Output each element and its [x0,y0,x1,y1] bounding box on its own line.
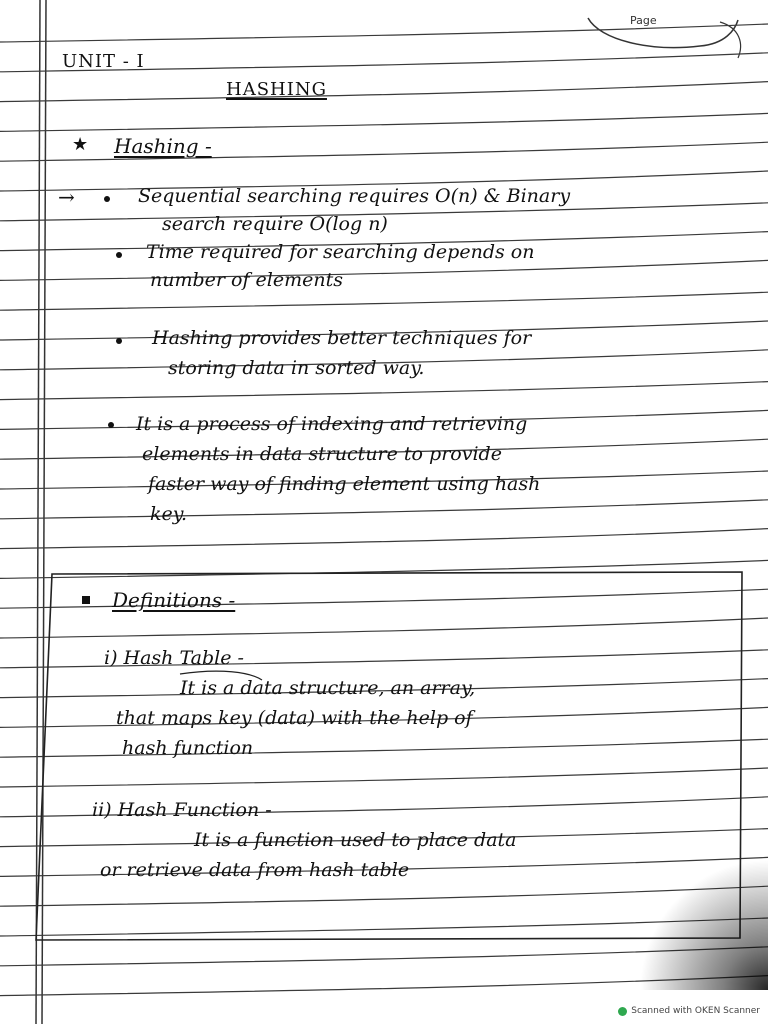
bullet-4-line-3: faster way of finding element using hash [148,473,541,495]
ruled-line [0,82,768,102]
scanner-logo-icon [618,1007,627,1016]
ruled-line [0,618,768,638]
bullet-icon [108,422,114,428]
ruled-line [0,292,768,310]
definition-2-line-2: or retrieve data from hash table [100,859,410,881]
ruled-line [0,529,768,549]
bullet-2-line-2: number of elements [150,269,343,291]
section-heading-hashing: Hashing - [114,134,212,158]
bullet-4-line-1: It is a process of indexing and retrieving [136,413,528,435]
ruled-line [0,382,768,400]
bullet-1-line-2: search require O(log n) [162,213,388,235]
definition-2-line-1: It is a function used to place data [194,829,517,851]
bullet-icon [116,338,122,344]
ruled-line [0,500,768,519]
margin-line-2 [42,0,46,1024]
bullet-4-line-2: elements in data structure to provide [142,443,502,465]
scanner-text: Scanned with OKEN Scanner [631,1006,760,1016]
ruled-line [0,560,768,578]
bullet-3-line-2: storing data in sorted way. [168,357,425,379]
definition-1-line-2: that maps key (data) with the help of [116,707,473,729]
arrow-right-icon: → [58,185,75,209]
ruled-line [0,113,768,131]
scanner-watermark [618,1006,760,1016]
scan-shadow [640,860,768,990]
definition-1-label: i) Hash Table - [104,647,244,669]
bullet-2-line-1: Time required for searching depends on [146,241,535,263]
bullet-4-line-4: key. [150,503,188,525]
bullet-icon [116,252,122,258]
bullet-3-line-1: Hashing provides better techniques for [152,327,532,349]
bullet-icon [104,196,110,202]
definition-1-line-1: It is a data structure, an array, [180,677,476,699]
star-icon: ★ [72,134,89,155]
bullet-icon [82,596,90,604]
section-heading-definitions: Definitions - [112,588,236,612]
unit-label: UNIT - I [62,51,145,72]
definition-2-label: ii) Hash Function - [92,799,272,821]
page-corner-decoration [588,18,738,48]
definition-1-line-3: hash function [122,737,254,759]
page-label: Page [630,14,657,27]
ruled-line [0,768,768,787]
bullet-1-line-1: Sequential searching requires O(n) & Binary [138,185,571,207]
page-corner-curl [720,22,741,58]
page-title: HASHING [226,79,327,100]
ruled-line [0,739,768,757]
